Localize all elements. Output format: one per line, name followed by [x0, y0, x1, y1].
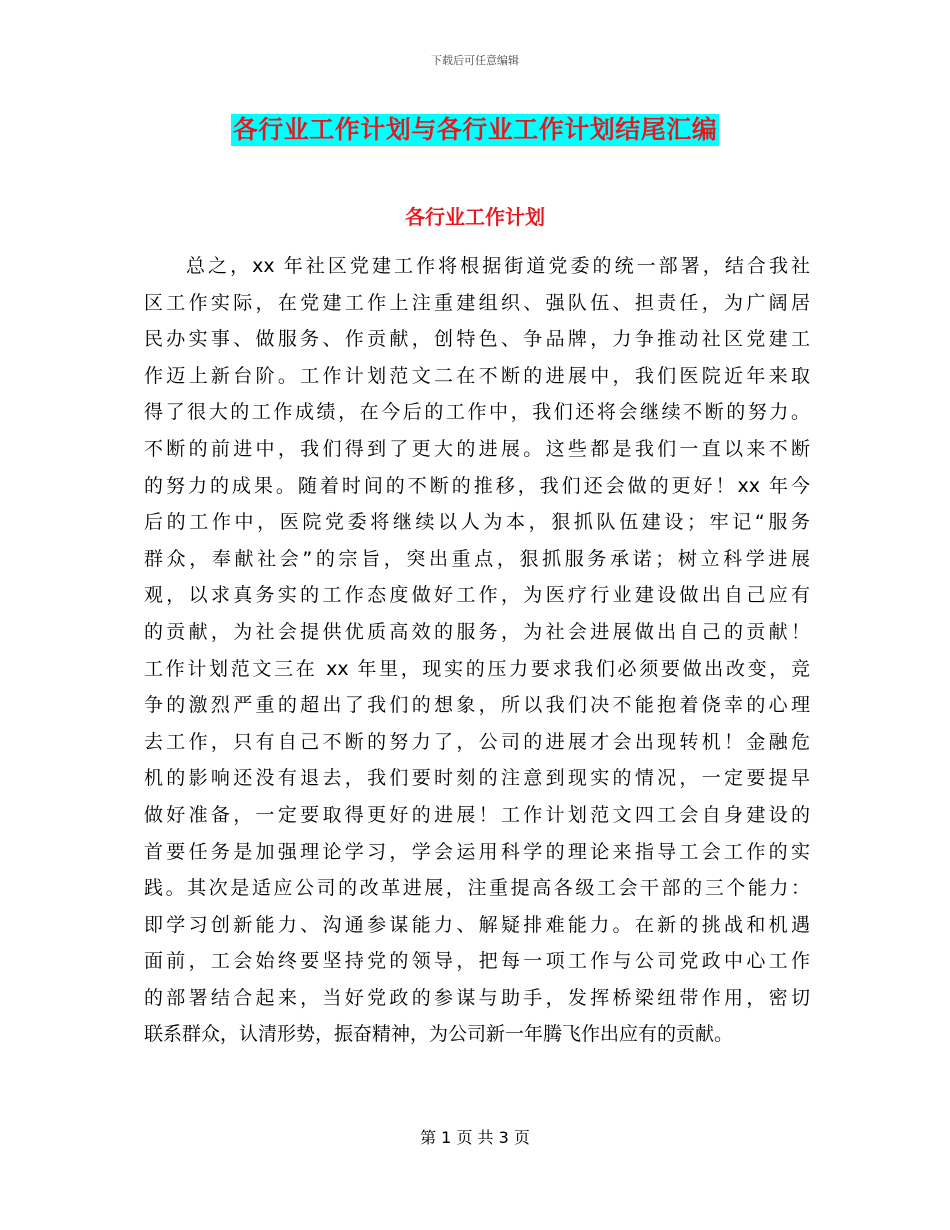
text-line: 后的工作中，医院党委将继续以人为本，狠抓队伍建设；牢记“服务: [144, 511, 810, 534]
text-line: 做好准备，一定要取得更好的进展！工作计划范文四工会自身建设的: [144, 803, 810, 826]
text-line: 的贡献，为社会提供优质高效的服务，为社会进展做出自己的贡献！: [144, 620, 810, 643]
text-line: 践。其次是适应公司的改革进展，注重提高各级工会干部的三个能力：: [144, 877, 810, 900]
text-line: 得了很大的工作成绩，在今后的工作中，我们还将会继续不断的努力。: [144, 401, 810, 424]
text-line: 去工作，只有自己不断的努力了，公司的进展才会出现转机！金融危: [144, 730, 810, 753]
page-header: 下载后可任意编辑: [431, 54, 519, 67]
section-heading: 各行业工作计划: [405, 205, 545, 229]
text-line: 作迈上新台阶。工作计划范文二在不断的进展中，我们医院近年来取: [144, 364, 810, 387]
body-paragraph: [144, 248, 810, 1053]
text-line: 观，以求真务实的工作态度做好工作，为医疗行业建设做出自己应有: [144, 584, 810, 607]
text-line: 首要任务是加强理论学习，学会运用科学的理论来指导工会工作的实: [144, 840, 810, 863]
text-line: 机的影响还没有退去，我们要时刻的注意到现实的情况，一定要提早: [144, 767, 810, 790]
text-line: 的努力的成果。随着时间的不断的推移，我们还会做的更好！xx 年今: [144, 474, 810, 497]
text-line: 联系群众，认清形势，振奋精神，为公司新一年腾飞作出应有的贡献。: [144, 1023, 734, 1046]
text-line: 群众，奉献社会”的宗旨，突出重点，狠抓服务承诺；树立科学进展: [144, 547, 810, 570]
text-line: 即学习创新能力、沟通参谋能力、解疑排难能力。在新的挑战和机遇: [144, 913, 810, 936]
page-number: 第 1 页 共 3 页: [420, 1128, 530, 1147]
text-line: 区工作实际，在党建工作上注重建组织、强队伍、担责任，为广阔居: [144, 291, 810, 314]
text-line: 不断的前进中，我们得到了更大的进展。这些都是我们一直以来不断: [144, 437, 810, 460]
title-container: [0, 114, 950, 146]
text-line: 的部署结合起来，当好党政的参谋与助手，发挥桥梁纽带作用，密切: [144, 986, 810, 1009]
document-title: 各行业工作计划与各行业工作计划结尾汇编: [232, 115, 718, 144]
text-line: 工作计划范文三在 xx 年里，现实的压力要求我们必须要做出改变，竞: [144, 657, 810, 680]
text-line: 总之，xx 年社区党建工作将根据街道党委的统一部署，结合我社: [186, 255, 810, 277]
text-line: 争的激烈严重的超出了我们的想象，所以我们决不能抱着侥幸的心理: [144, 694, 810, 717]
text-line: 面前，工会始终要坚持党的领导，把每一项工作与公司党政中心工作: [144, 950, 810, 973]
text-line: 民办实事、做服务、作贡献，创特色、争品牌，力争推动社区党建工: [144, 328, 810, 351]
